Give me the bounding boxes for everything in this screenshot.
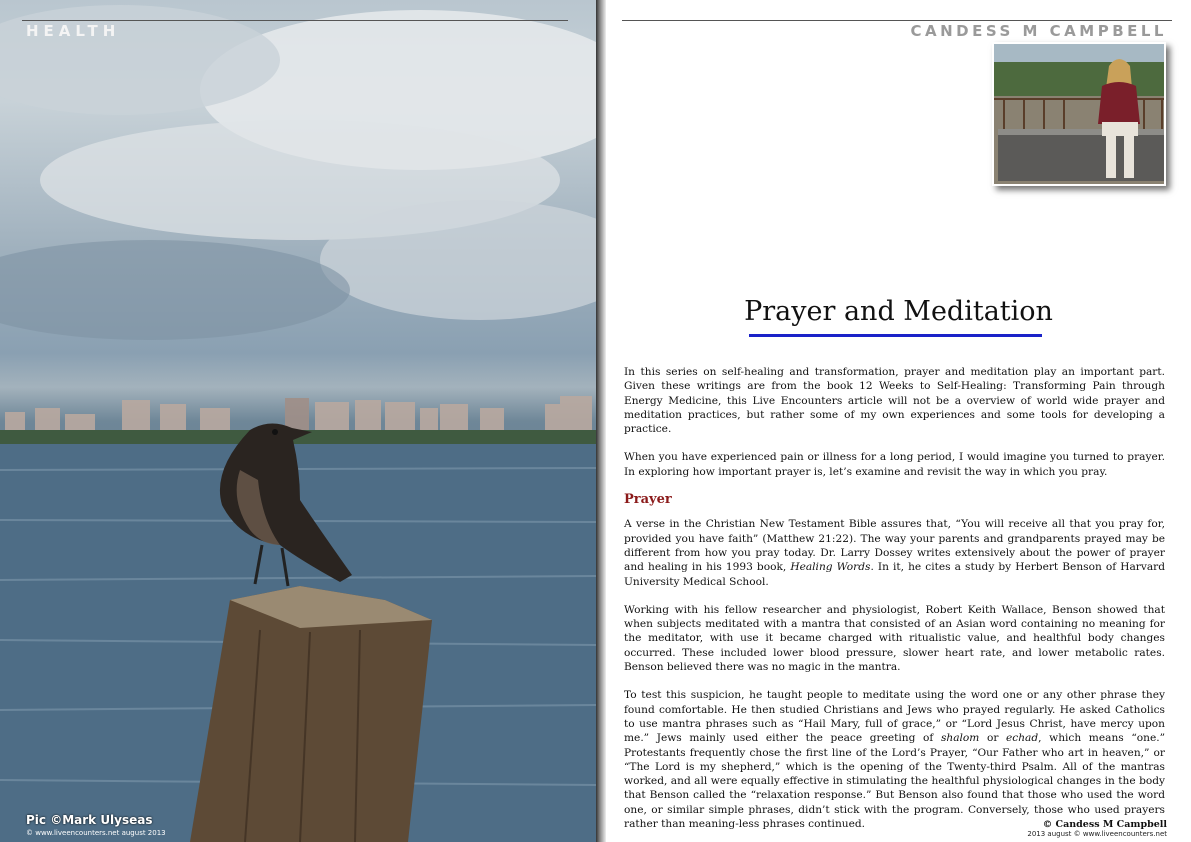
author-header: CANDESS M CAMPBELL bbox=[910, 22, 1167, 40]
article-body bbox=[624, 365, 1165, 831]
photo-credit: Pic ©Mark Ulyseas bbox=[26, 813, 153, 827]
article-title: Prayer and Meditation bbox=[744, 296, 1053, 327]
section-label: HEALTH bbox=[26, 22, 121, 40]
copyright-name: © Candess M Campbell bbox=[1042, 819, 1167, 830]
top-rule bbox=[22, 20, 568, 21]
top-rule bbox=[622, 20, 1172, 21]
title-underline bbox=[749, 334, 1042, 337]
right-page-article bbox=[606, 0, 1191, 842]
section-subheading: Prayer bbox=[624, 492, 672, 508]
body-paragraph: Working with his fellow researcher and physiologist, Robert Keith Wallace, Benson showed that when subjects meditated with a mantra that consisted of an Asian word containing no meaning for the meditator, with use it became charged with ritualistic value, and healthful body changes occurred. These included lower blood pressure, slower heart rate, and lower metabolic rates. Benson believed there was no magic in the mantra. bbox=[624, 603, 1165, 674]
intro-paragraph: In this series on self-healing and transformation, prayer and meditation play an important part. Given these writings are from the book 12 Weeks to Self-Healing: Transforming Pain through Energy Medicine, this Live Encounters article will not be a overview of world wide prayer and meditation practices, but rather some of my own experiences and some tools for developing a practice. bbox=[624, 366, 1165, 436]
page-spine bbox=[596, 0, 606, 842]
body-paragraph: To test this suspicion, he taught people to meditate using the word one or any other phrase they found comfortable. He then studied Christians and Jews who prayed regularly. He asked Catholics to use mantra phrases such as “Hail Mary, full of grace,” or “Lord Jesus Christ, have mercy upon me.” Jews mainly used either the peace greeting of shalom or echad, which means “one.” Protestants frequently chose the first line of the Lord’s Prayer, “Our Father who art in heaven,” or “The Lord is my shepherd,” which is the opening of the Twenty-third Psalm. All of the mantras worked, and all were equally effective in stimulating the healthful physiological changes in the body that Benson called the “relaxation response.” But Benson also found that those who used the word one, or similar simple phrases, didn’t stick with the program. Conversely, those who used prayers rather than meaning-less phrases continued. bbox=[624, 689, 1165, 831]
right-footer: 2013 august © www.liveencounters.net bbox=[1027, 830, 1167, 838]
body-paragraph: A verse in the Christian New Testament Bible assures that, “You will receive all that you pray for, provided you have faith” (Matthew 21:22). The way your parents and grandparents prayed may be different from how you pray today. Dr. Larry Dossey writes extensively about the power of prayer and healing in his 1993 book, Healing Words. In it, he cites a study by Herbert Benson of Harvard University Medical School. bbox=[624, 518, 1166, 588]
left-footer: © www.liveencounters.net august 2013 bbox=[26, 829, 166, 837]
intro-paragraph: When you have experienced pain or illness for a long period, I would imagine you turned to prayer. In exploring how important prayer is, let’s examine and revisit the way in which you pray. bbox=[624, 451, 1165, 478]
author-photo bbox=[992, 42, 1166, 186]
